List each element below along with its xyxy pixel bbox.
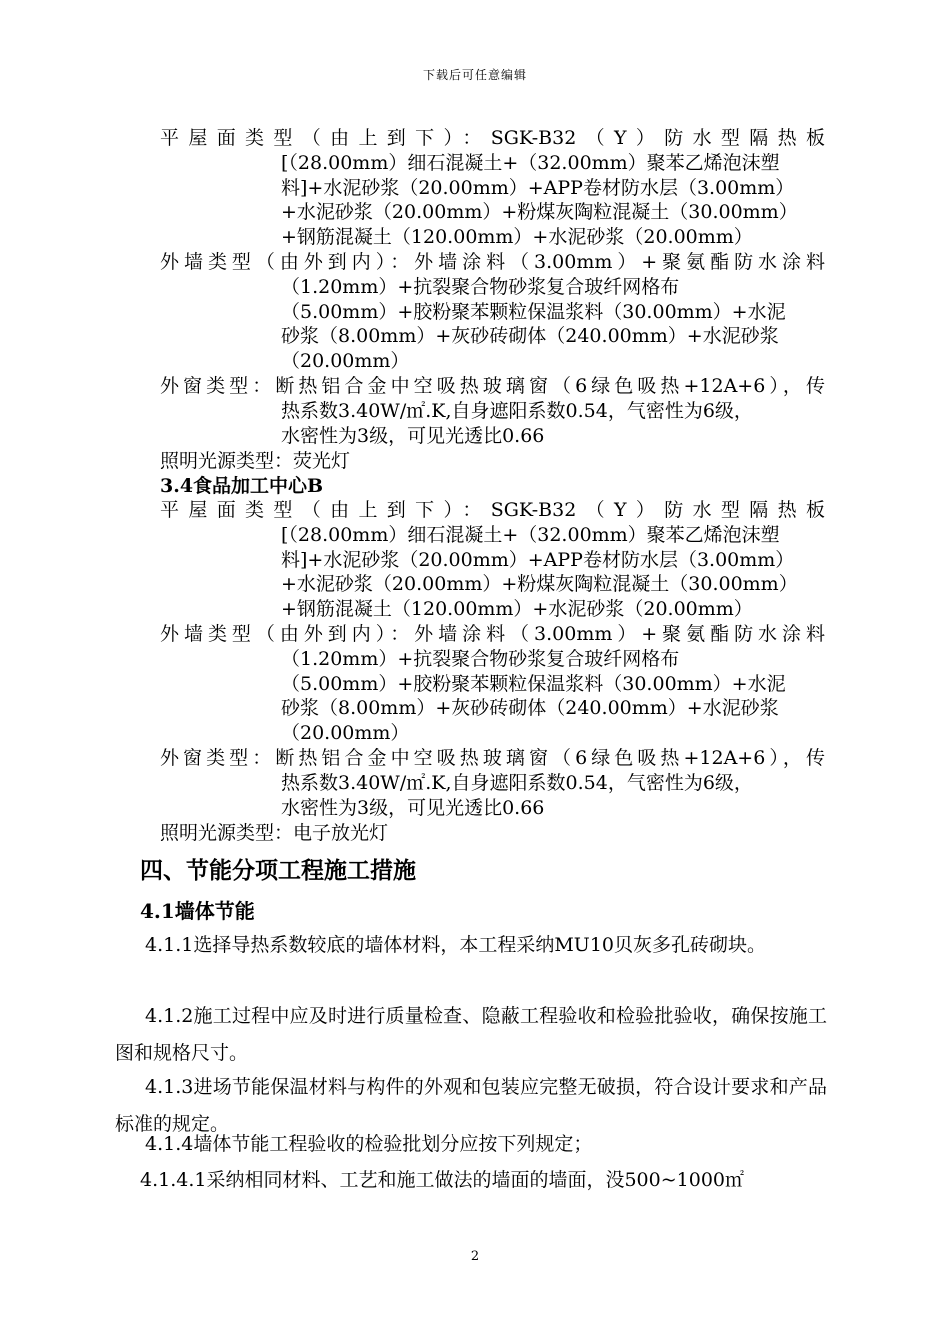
window-type-text: 断热铝合金中空吸热玻璃窗（6绿色吸热+12A+6），传	[275, 375, 825, 397]
window-type-label: 外窗类型：	[160, 747, 276, 769]
wall-type-text: 外墙涂料（3.00mm）+聚氨酯防水涂料	[414, 623, 825, 645]
wall-type-first-line	[160, 622, 825, 647]
wall-type-label: 外墙类型（由外到内）：	[160, 623, 415, 645]
wall-type-entry	[160, 250, 825, 374]
roof-type-line: 料]+水泥砂浆（20.00mm）+APP卷材防水层（3.00mm）	[281, 548, 795, 571]
wall-type-line: 砂浆（8.00mm）+灰砂砖砌体（240.00mm）+水泥砂浆	[281, 325, 779, 348]
roof-type-entry	[160, 498, 825, 622]
roof-type-line: +水泥砂浆（20.00mm）+粉煤灰陶粒混凝土（30.00mm）	[281, 573, 798, 596]
wall-type-line: （20.00mm）	[281, 722, 410, 745]
roof-type-first-line	[160, 498, 825, 523]
window-type-line: 热系数3.40W/㎡.K,自身遮阳系数0.54，气密性为6级，	[281, 399, 753, 422]
wall-type-line: （1.20mm）+抗裂聚合物砂浆复合玻纤网格布	[281, 275, 680, 298]
window-type-first-line	[160, 374, 825, 399]
page-header: 下载后可任意编辑	[422, 68, 527, 82]
paragraph: 4.1.4.1采纳相同材料、工艺和施工做法的墙面的墙面，没500~1000㎡	[140, 1169, 745, 1191]
window-type-text: 断热铝合金中空吸热玻璃窗（6绿色吸热+12A+6），传	[275, 747, 825, 769]
wall-type-line: 砂浆（8.00mm）+灰砂砖砌体（240.00mm）+水泥砂浆	[281, 697, 779, 720]
lighting-type-entry	[160, 449, 825, 474]
roof-type-line: +钢筋混凝土（120.00mm）+水泥砂浆（20.00mm）	[281, 226, 753, 249]
roof-type-label: 平屋面类型（由上到下）：	[160, 127, 491, 149]
page-number: 2	[470, 1249, 480, 1264]
wall-type-line: （1.20mm）+抗裂聚合物砂浆复合玻纤网格布	[281, 647, 680, 670]
wall-type-entry	[160, 622, 825, 746]
lighting-type-text: 电子放光灯	[293, 822, 389, 844]
roof-type-first-line	[160, 126, 825, 151]
section-title: 3.4食品加工中心B	[160, 475, 324, 497]
wall-type-text: 外墙涂料（3.00mm）+聚氨酯防水涂料	[414, 251, 825, 273]
lighting-type-label: 照明光源类型：	[160, 822, 294, 844]
roof-type-text: SGK-B32（Y）防水型隔热板	[490, 499, 825, 521]
roof-type-line: +水泥砂浆（20.00mm）+粉煤灰陶粒混凝土（30.00mm）	[281, 201, 798, 224]
roof-type-text: SGK-B32（Y）防水型隔热板	[490, 127, 825, 149]
window-type-first-line	[160, 746, 825, 771]
window-type-entry	[160, 374, 825, 448]
roof-type-entry	[160, 126, 825, 250]
roof-type-line: [（28.00mm）细石混凝土+（32.00mm）聚苯乙烯泡沫塑	[281, 151, 780, 174]
window-type-line: 水密性为3级，可见光透比0.66	[281, 424, 545, 447]
paragraph: 4.1.4墙体节能工程验收的检验批划分应按下列规定；	[145, 1133, 593, 1155]
lighting-type-text: 荧光灯	[293, 450, 351, 472]
roof-type-line: 料]+水泥砂浆（20.00mm）+APP卷材防水层（3.00mm）	[281, 176, 795, 199]
paragraph: 4.1.2施工过程中应及时进行质量检查、隐蔽工程验收和检验批验收，确保按施工图和规格尺寸。	[115, 1005, 827, 1064]
window-type-entry	[160, 746, 825, 820]
subsection-title: 4.1墙体节能	[140, 899, 255, 923]
paragraph: 4.1.3进场节能保温材料与构件的外观和包装应完整无破损，符合设计要求和产品标准的规定。	[115, 1076, 827, 1135]
wall-type-line: （20.00mm）	[281, 350, 410, 373]
wall-type-line: （5.00mm）+胶粉聚苯颗粒保温浆料（30.00mm）+水泥	[281, 672, 786, 695]
chapter-title: 四、节能分项工程施工措施	[140, 857, 416, 884]
lighting-type-label: 照明光源类型：	[160, 450, 294, 472]
window-type-line: 热系数3.40W/㎡.K,自身遮阳系数0.54，气密性为6级，	[281, 771, 753, 794]
roof-type-line: +钢筋混凝土（120.00mm）+水泥砂浆（20.00mm）	[281, 598, 753, 621]
wall-type-first-line	[160, 250, 825, 275]
roof-type-line: [（28.00mm）细石混凝土+（32.00mm）聚苯乙烯泡沫塑	[281, 523, 780, 546]
roof-type-label: 平屋面类型（由上到下）：	[160, 499, 491, 521]
lighting-type-entry	[160, 821, 825, 846]
paragraph: 4.1.1选择导热系数较底的墙体材料，本工程采纳MU10贝灰多孔砖砌块。	[145, 934, 766, 956]
wall-type-label: 外墙类型（由外到内）：	[160, 251, 415, 273]
wall-type-line: （5.00mm）+胶粉聚苯颗粒保温浆料（30.00mm）+水泥	[281, 300, 786, 323]
window-type-label: 外窗类型：	[160, 375, 276, 397]
window-type-line: 水密性为3级，可见光透比0.66	[281, 796, 545, 819]
